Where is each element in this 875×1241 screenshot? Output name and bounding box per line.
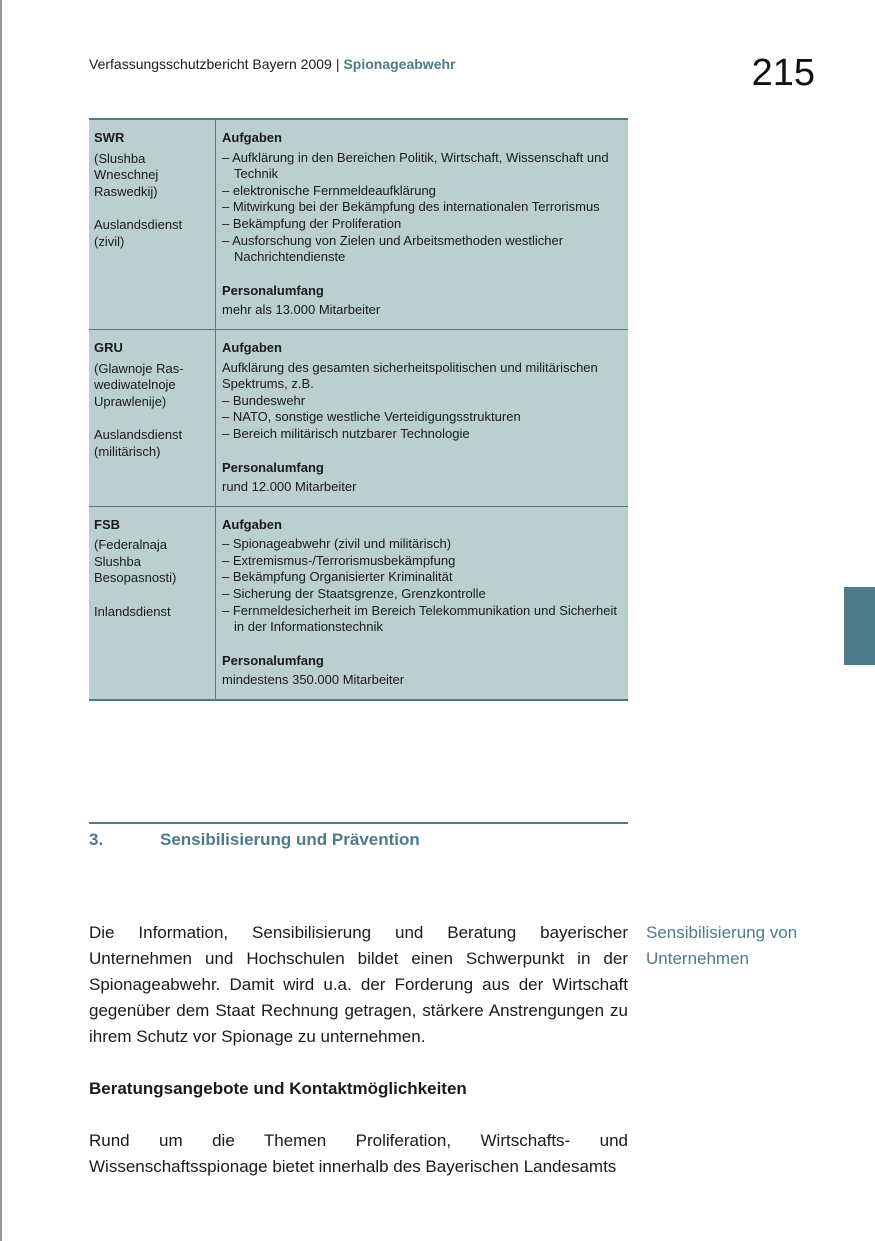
task-item: – Bekämpfung der Proliferation <box>222 216 623 233</box>
section-title: Sensibilisierung und Prävention <box>160 830 420 849</box>
task-item: – Bereich militärisch nutzbarer Technologie <box>222 426 623 443</box>
staff-heading: Personalumfang <box>222 652 324 668</box>
agency-service-type: Inlandsdienst <box>94 604 171 620</box>
tasks-heading: Aufgaben <box>222 339 282 355</box>
running-header <box>89 56 455 72</box>
agency-name-cell <box>89 119 216 329</box>
tasks-heading: Aufgaben <box>222 130 282 145</box>
agency-abbreviation: SWR <box>94 130 125 145</box>
agency-name-cell <box>89 506 216 700</box>
chapter-tab-marker <box>844 587 875 665</box>
agency-info-cell <box>216 329 629 506</box>
task-item: – Aufklärung in den Bereichen Politik, Wirtschaft, Wissenschaft und Technik <box>222 150 623 183</box>
page-number: 215 <box>751 52 815 94</box>
section-name: Spionageabwehr <box>343 56 456 72</box>
body-paragraph: Die Information, Sensibilisierung und Beratung bayerischer Unternehmen und Hochschulen bildet einen Schwerpunkt in der Spionageabwehr. Damit wird u.a. der Forderung aus der Wirtschaft gegenüber dem Staat Rechnung getragen, stärkere Anstrengungen zu ihrem Schutz vor Spionage zu unternehmen. <box>89 923 628 1046</box>
intelligence-services-table <box>89 118 628 701</box>
staff-count: rund 12.000 Mitarbeiter <box>222 479 357 495</box>
report-title: Verfassungsschutzbericht Bayern 2009 <box>89 56 332 72</box>
task-item: – Extremismus-/Terrorismusbekämpfung <box>222 553 623 570</box>
agency-abbreviation: GRU <box>94 339 123 355</box>
task-list <box>222 536 623 636</box>
agency-full-name: (Glawnoje Ras- wediwatelnoje Uprawlenije) <box>94 360 184 409</box>
agency-info-cell <box>216 506 629 700</box>
staff-heading: Personalumfang <box>222 459 324 475</box>
body-paragraph: Rund um die Themen Proliferation, Wirtschafts- und Wissenschaftsspionage bietet innerhalb des Bayerischen Landesamts <box>89 1131 628 1176</box>
header-separator: | <box>335 56 340 72</box>
agency-full-name: (Slushba Wneschnej Raswedkij) <box>94 150 159 199</box>
task-item: – Ausforschung von Zielen und Arbeitsmethoden westlicher Nachrichtendienste <box>222 233 623 266</box>
subheading: Beratungsangebote und Kontaktmöglichkeiten <box>89 1079 467 1098</box>
task-item: – Fernmeldesicherheit im Bereich Telekommunikation und Sicherheit in der Informationstechnik <box>222 603 623 636</box>
task-list <box>222 393 623 443</box>
agency-service-type: Auslandsdienst (zivil) <box>94 217 183 249</box>
agency-full-name: (Federalnaja Slushba Besopasnosti) <box>94 537 177 586</box>
staff-count: mindestens 350.000 Mitarbeiter <box>222 672 405 688</box>
staff-count: mehr als 13.000 Mitarbeiter <box>222 302 381 318</box>
agency-service-type: Auslandsdienst (militärisch) <box>94 427 183 459</box>
task-list <box>222 150 623 266</box>
agency-row <box>89 506 628 700</box>
task-item: – Spionageabwehr (zivil und militärisch) <box>222 536 623 553</box>
task-item: – NATO, sonstige westliche Verteidigungsstrukturen <box>222 409 623 426</box>
section-rule <box>89 822 628 824</box>
task-item: – Bundeswehr <box>222 393 623 410</box>
agency-abbreviation: FSB <box>94 516 120 532</box>
section-number: 3. <box>89 830 104 849</box>
margin-note: Sensibilisierung von Unternehmen <box>646 923 798 968</box>
agency-name-cell <box>89 329 216 506</box>
task-item: – elektronische Fernmeldeaufklärung <box>222 183 623 200</box>
page-edge <box>0 0 2 1241</box>
task-item: – Bekämpfung Organisierter Kriminalität <box>222 569 623 586</box>
task-item: – Sicherung der Staatsgrenze, Grenzkontrolle <box>222 586 623 603</box>
staff-heading: Personalumfang <box>222 282 324 298</box>
tasks-heading: Aufgaben <box>222 516 282 532</box>
task-item: – Mitwirkung bei der Bekämpfung des internationalen Terrorismus <box>222 199 623 216</box>
agency-info-cell <box>216 119 629 329</box>
tasks-intro: Aufklärung des gesamten sicherheitspolitischen und militärischen Spektrums, z.B. <box>222 359 598 392</box>
agency-row <box>89 329 628 506</box>
agency-row <box>89 119 628 329</box>
